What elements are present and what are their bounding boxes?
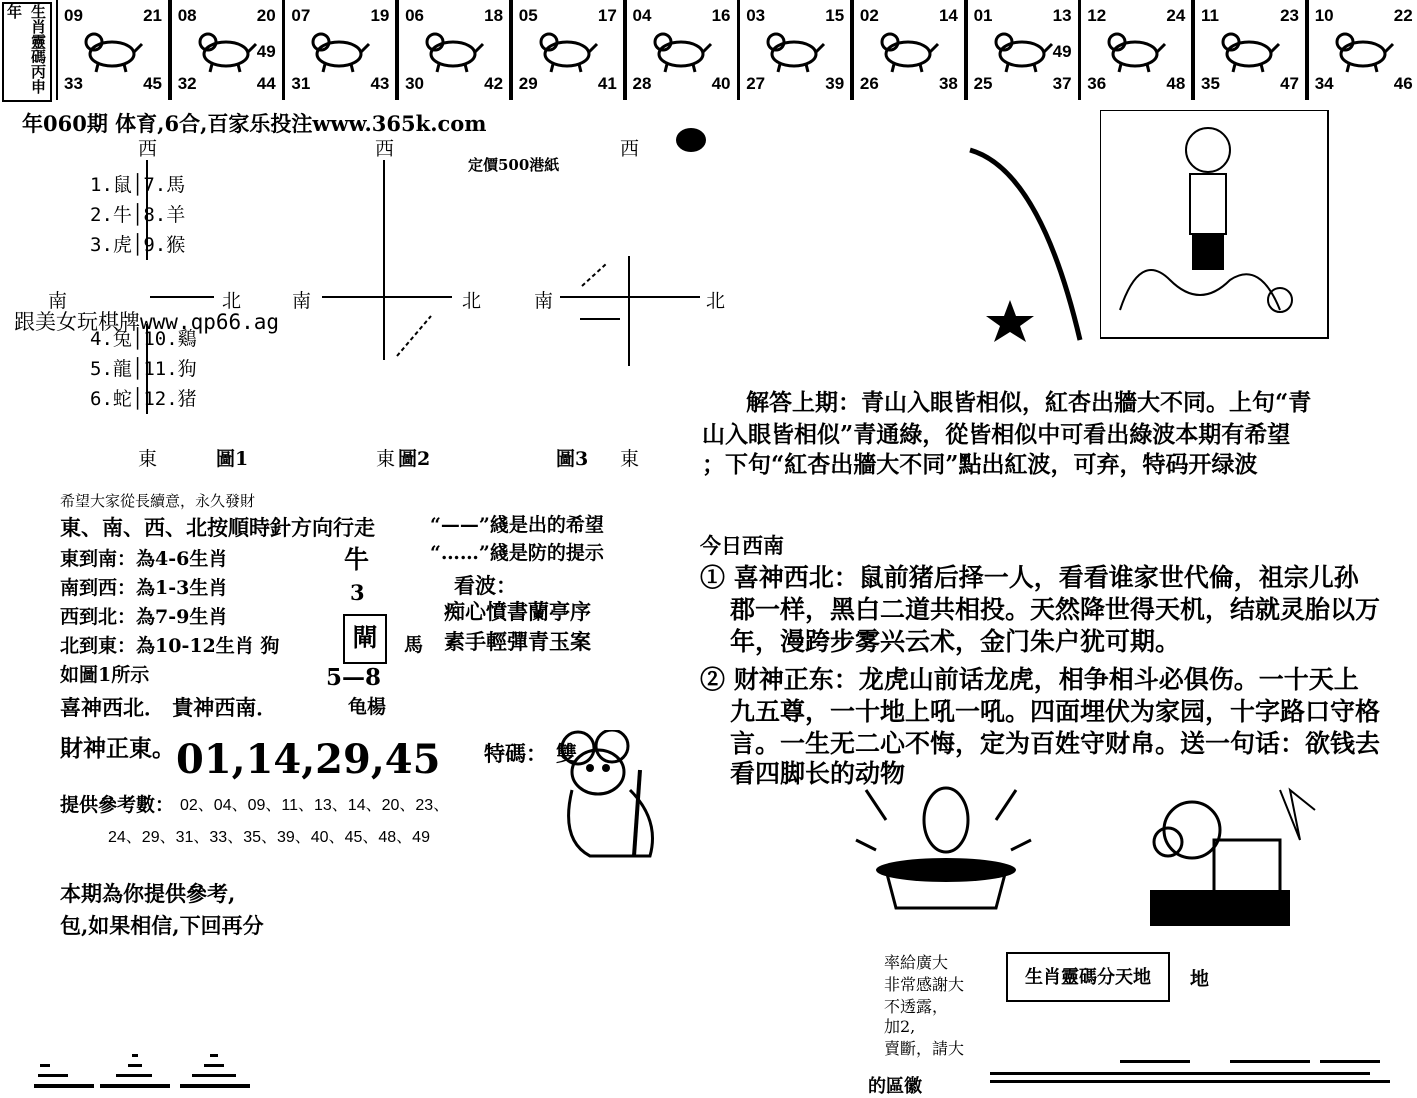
south-label-3: 南 [534,290,554,312]
issue-line: 年060期 体育,6合,百家乐投注www.365k.com [22,111,487,136]
caishen-line: 財神正東。 [60,735,175,762]
zodiac-cell [625,0,739,100]
zodiac-cell [966,0,1080,100]
p2-line-2: 九五尊，一十地上吼一吼。四面埋伏为家园，十字路口守格 [730,697,1381,726]
small-text-6: 的區徽 [868,1076,922,1097]
west-label-3: 西 [620,138,640,160]
zodiac-list-item: 4.兔│10.鷄 [90,328,197,350]
yang-label: 龟楊 [348,696,387,718]
price-label: 定價500港紙 [468,156,560,174]
zodiac-list-item: 1.鼠│7.馬 [90,174,186,196]
zodiac-cell [852,0,966,100]
direction-row: 北到東：為10-12生肖 狗 [60,635,280,657]
zodiac-number: 04 [632,6,652,25]
kanbo-line-2: 素手輕彈青玉案 [444,629,591,654]
xishen-line: 喜神西北． 貴神西南． [60,695,278,720]
mouse-cartoon-illustration [550,730,670,858]
small-text-2: 非常感謝大 [884,975,965,994]
direction-row: 如圖1所示 [60,664,150,686]
tema-value: 雙 [556,741,577,766]
ad-line[interactable]: 跟美女玩棋牌www.qp66.ag [14,310,280,334]
cartoon-boy-with-animals-illustration [1100,110,1330,340]
dashed-line-icon [580,262,610,288]
answer-line-1: 解答上期：青山入眼皆相似，紅杏出牆大不同。上句“青 [746,389,1312,416]
zodiac-number: 39 [825,74,845,93]
zodiac-number: 35 [1201,74,1220,93]
zodiac-list-item: 5.龍│11.狗 [90,358,197,380]
dog-icon [1217,24,1281,74]
zodiac-cell [56,0,170,100]
west-label-2: 西 [375,138,395,160]
kanbo-line-1: 痴心憤書蘭亭序 [444,599,591,624]
answer-line-3: ；下句“紅杏出牆大不同”點出紅波，可弃，特码开绿波 [702,451,1258,478]
p1-line-1: ① 喜神西北：鼠前猪后择一人，看看谁家世代倫，祖宗儿孙 [700,563,1359,592]
zodiac-number: 49 [1052,42,1072,61]
small-text-3: 不透露， [884,997,949,1016]
fig2-label: 圖2 [398,448,431,470]
answer-line-2: 山入眼皆相似”青通綠，從皆相似中可看出綠波本期有希望 [702,421,1291,448]
zodiac-number: 27 [746,74,766,93]
p2-line-4: 看四脚长的动物 [730,759,906,788]
west-label-1: 西 [138,138,158,160]
zodiac-number: 38 [938,74,958,93]
zodiac-number: 10 [1314,6,1334,25]
p1-line-2: 郡一样，黑白二道共相投。天然降世得天机，结就灵胎以万 [730,595,1381,624]
zodiac-number: 11 [1201,6,1219,25]
zha-label: 閘 [352,623,378,652]
zodiac-number: 34 [1314,74,1334,93]
zodiac-number: 02 [859,6,879,25]
zodiac-number: 42 [484,74,504,93]
fig1-label: 圖1 [216,448,249,470]
fig3-label: 圖3 [556,448,589,470]
ox-icon [194,24,258,74]
decorative-mountains [30,1034,260,1094]
zodiac-number: 25 [973,74,993,93]
zodiac-number: 03 [746,6,766,25]
wish-line: 希望大家從長續意，永久發財 [60,492,256,510]
zodiac-cell [1307,0,1417,100]
zodiac-number: 44 [256,74,276,93]
zodiac-number: 20 [256,6,276,25]
zodiac-number: 07 [291,6,311,25]
zodiac-number: 47 [1280,74,1299,93]
zodiac-cell [170,0,284,100]
goat-icon [876,24,940,74]
zodiac-number: 30 [405,74,425,93]
three-label: 3 [350,580,365,605]
tema-label: 特碼： [484,741,547,766]
zodiac-number: 16 [711,6,731,25]
zodiac-cell [283,0,397,100]
east-label-1: 東 [138,448,158,470]
ref-numbers-2: 24、29、31、33、35、39、40、45、48、49 [108,829,430,846]
south-label-2: 南 [292,290,312,312]
zha-box [343,614,387,664]
direction-row: 西到北：為7-9生肖 [60,606,228,628]
ma-label: 馬 [404,634,424,656]
p2-line-3: 言。一生无二心不悔，定为百姓守财帛。送一句话：欲钱去 [730,729,1381,758]
niu-label: 牛 [344,545,370,574]
zodiac-number: 36 [1087,74,1107,93]
monkey-icon [990,24,1054,74]
bottom-text-2: 包,如果相信,下回再分 [60,913,264,938]
stamp-seal-icon [960,110,1100,350]
p2-line-1: ② 财神正东：龙虎山前话龙虎，相争相斗必俱伤。一十天上 [700,665,1359,694]
zodiac-number: 05 [518,6,538,25]
zodiac-number: 21 [143,6,162,25]
bottom-text-1: 本期為你提供參考, [60,881,236,906]
zodiac-cell [511,0,625,100]
zodiac-number: 37 [1052,74,1072,93]
north-label-1: 北 [222,290,242,312]
north-label-3: 北 [706,290,726,312]
zodiac-number: 22 [1393,6,1413,25]
zodiac-number: 23 [1280,6,1299,25]
direction-row: 南到西：為1-3生肖 [60,577,228,599]
zodiac-number: 06 [405,6,425,25]
zodiac-number: 15 [825,6,845,25]
zodiac-number: 26 [859,74,879,93]
zodiac-number: 01 [973,6,993,25]
zodiac-number: 13 [1052,6,1072,25]
emblem-icon [676,128,706,152]
today-label: 今日西南 [700,533,784,558]
zodiac-number: 28 [632,74,652,93]
zodiac-list-item: 2.牛│8.羊 [90,204,186,226]
zodiac-number: 29 [518,74,538,93]
zodiac-number: 18 [484,6,504,25]
zodiac-cell [397,0,511,100]
zodiac-number: 12 [1087,6,1107,25]
di-label: 地 [1190,968,1210,990]
magic-hat-cartoon-illustration [846,780,1056,910]
direction-row: 東到南：為4-6生肖 [60,548,228,570]
zodiac-list-item: 3.虎│9.猴 [90,234,186,256]
rule-line: 東、南、西、北按順時針方向行走 [60,515,375,540]
zodiac-number: 46 [1393,74,1413,93]
p1-line-3: 年，漫跨步雾兴云术，金门朱户犹可期。 [730,627,1181,656]
small-text-5: 賣斷，請大 [884,1039,965,1058]
south-label-1: 南 [48,290,68,312]
ref-label: 提供參考數： [60,794,175,816]
decorative-mountains [990,1050,1390,1094]
zodiac-number: 31 [291,74,311,93]
zodiac-number: 32 [177,74,197,93]
rabbit-icon [421,24,485,74]
north-label-2: 北 [462,290,482,312]
kanbo-title: 看波： [454,573,517,598]
zodiac-number: 08 [177,6,197,25]
zodiac-number: 17 [597,6,617,25]
zodiac-number: 49 [256,42,276,61]
zodiac-number: 40 [711,74,731,93]
zodiac-side-label: 生肖靈碼丙申年 [2,2,52,102]
zodiac-cell [738,0,852,100]
zodiac-number: 45 [143,74,162,93]
zodiac-number: 41 [597,74,617,93]
dashed-line-icon [395,312,435,358]
ref-numbers-1: 02、04、09、11、13、14、20、23、 [180,797,450,814]
small-text-1: 率給廣大 [884,953,949,972]
zodiac-number: 43 [370,74,390,93]
legend-solid: “——”綫是出的希望 [430,514,604,536]
pig-icon [1331,24,1395,74]
zodiac-cell [1079,0,1193,100]
rat-icon [80,24,144,74]
zodiac-number: 48 [1166,74,1186,93]
mouse-at-computer-illustration [1130,780,1320,930]
tiger-icon [307,24,371,74]
zodiac-number: 19 [370,6,390,25]
main-numbers: 01,14,29,45 [176,736,441,783]
horse-icon [762,24,826,74]
zodiac-list-item: 6.蛇│12.猪 [90,388,197,410]
zodiac-number: 09 [64,6,83,25]
east-label-2: 東 [376,448,396,470]
zodiac-number: 24 [1166,6,1186,25]
legend-dotted: “……”綫是防的提示 [430,542,604,564]
title-box-label: 生肖靈碼分天地 [1025,967,1151,987]
snake-icon [649,24,713,74]
small-text-4: 加2, [884,1017,916,1036]
zodiac-number: 33 [64,74,83,93]
dragon-icon [535,24,599,74]
title-box [1006,952,1170,1002]
east-label-3: 東 [620,448,640,470]
zodiac-number: 14 [938,6,958,25]
five-eight-label: 5—8 [326,664,382,691]
rooster-icon [1103,24,1167,74]
zodiac-cell [1193,0,1307,100]
